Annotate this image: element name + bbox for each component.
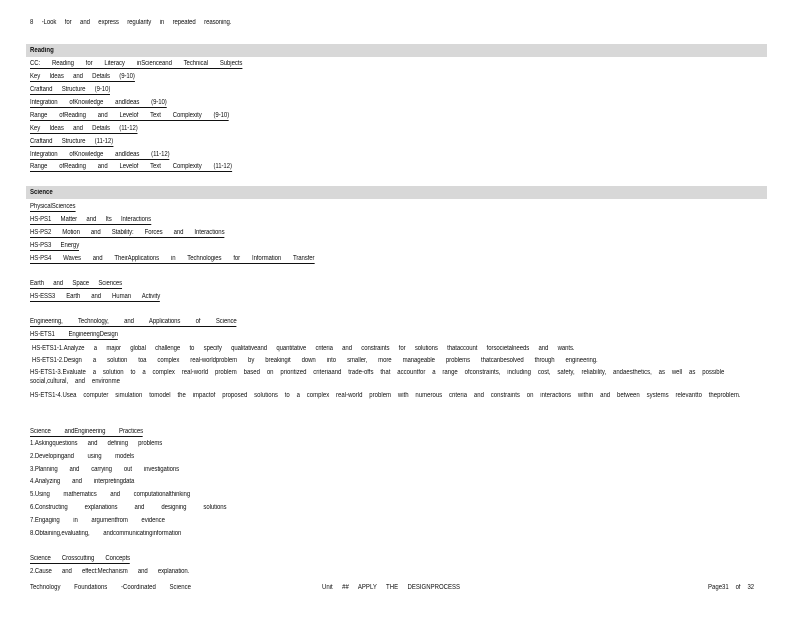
footer-unit: Unit ## APPLY THE DESIGNPROCESS <box>322 584 461 591</box>
reading-item: Key Ideas and Details (11-12) <box>30 125 138 132</box>
standard-item: HS-PS3 Energy <box>30 242 80 249</box>
practice-item: 4.Analyzing and interpretingdata <box>30 478 135 485</box>
footer-page-number: Page31 of 32 <box>708 584 755 591</box>
reading-item: CC: Reading for Literacy inScienceand Technical Subjects <box>30 60 243 67</box>
practice-item: 5.Using mathematics and computationalthinking <box>30 491 191 498</box>
reading-item: Range ofReading and Levelof Text Complexity (11-12) <box>30 163 232 170</box>
reading-item: Craftand Structure (11-12) <box>30 138 114 145</box>
standard-item: HS-PS1 Matter and Its Interactions <box>30 216 152 223</box>
reading-item: Integration ofKnowledge andIdeas (11-12) <box>30 151 170 158</box>
crosscutting-heading: Science Crosscutting Concepts <box>30 555 131 562</box>
practice-item: 1.Askingquestions and defining problems <box>30 440 163 447</box>
standard-item: HS-ESS3 Earth and Human Activity <box>30 293 161 300</box>
engineering-heading: Engineering, Technology, and Applications of Science <box>30 318 237 325</box>
science-header: Science <box>30 189 53 196</box>
science-header-band <box>26 186 767 199</box>
ets-item: HS-ETS1-4.Usea computer simulation tomodel the impactof proposed solutions to a complex real-world problem with numerous criteria and constraints on interactions within and between systems relevantto theproblem. <box>30 392 741 399</box>
reading-header: Reading <box>30 47 54 54</box>
footer-course: Technology Foundations -Coordinated Science <box>30 584 191 591</box>
practices-heading: Science andEngineering Practices <box>30 428 144 435</box>
physical-sciences-heading: PhysicalSciences <box>30 203 76 210</box>
ets-item: HS-ETS1-1.Analyze a major global challenge to specify qualitativeand quantitative criteria and constraints for solutions thataccount forsocietalneeds and wants. <box>32 345 575 352</box>
practice-item: 2.Developingand using models <box>30 453 135 460</box>
intro-line: 8 -Look for and express regularity in repeated reasoning. <box>30 19 232 26</box>
reading-item: Range ofReading and Levelof Text Complexity (9-10) <box>30 112 230 119</box>
practice-item: 3.Planning and carrying out investigations <box>30 466 180 473</box>
reading-item: Craftand Structure (9-10) <box>30 86 111 93</box>
reading-header-band <box>26 44 767 57</box>
standard-item: HS-ETS1 EngineeringDesign <box>30 331 118 338</box>
reading-item: Key Ideas and Details (9-10) <box>30 73 135 80</box>
ets-item: HS-ETS1-3.Evaluate a solution to a complex real-world problem based on prioritized criteriaand trade-offs that accountfor a range ofconstraints, including cost, safety, reliability, andaesthetics, as well as possible social,cultural, and environme <box>30 369 725 385</box>
practice-item: 6.Constructing explanations and designing solutions <box>30 504 227 511</box>
standard-item: HS-PS4 Waves and TheirApplications in Technologies for Information Transfer <box>30 255 315 262</box>
standard-item: HS-PS2 Motion and Stability: Forces and Interactions <box>30 229 225 236</box>
practice-item: 8.Obtaining,evaluating, andcommunicatinginformation <box>30 530 182 537</box>
earth-space-heading: Earth and Space Sciences <box>30 280 123 287</box>
reading-item: Integration ofKnowledge andIdeas (9-10) <box>30 99 167 106</box>
crosscutting-item: 2.Cause and effect:Mechanism and explanation. <box>30 568 190 575</box>
practice-item: 7.Engaging in argumentfrom evidence <box>30 517 165 524</box>
ets-item: HS-ETS1-2.Design a solution toa complex real-worldproblem by breakingit down into smaller, more manageable problems thatcanbesolved through engineering. <box>32 357 598 364</box>
